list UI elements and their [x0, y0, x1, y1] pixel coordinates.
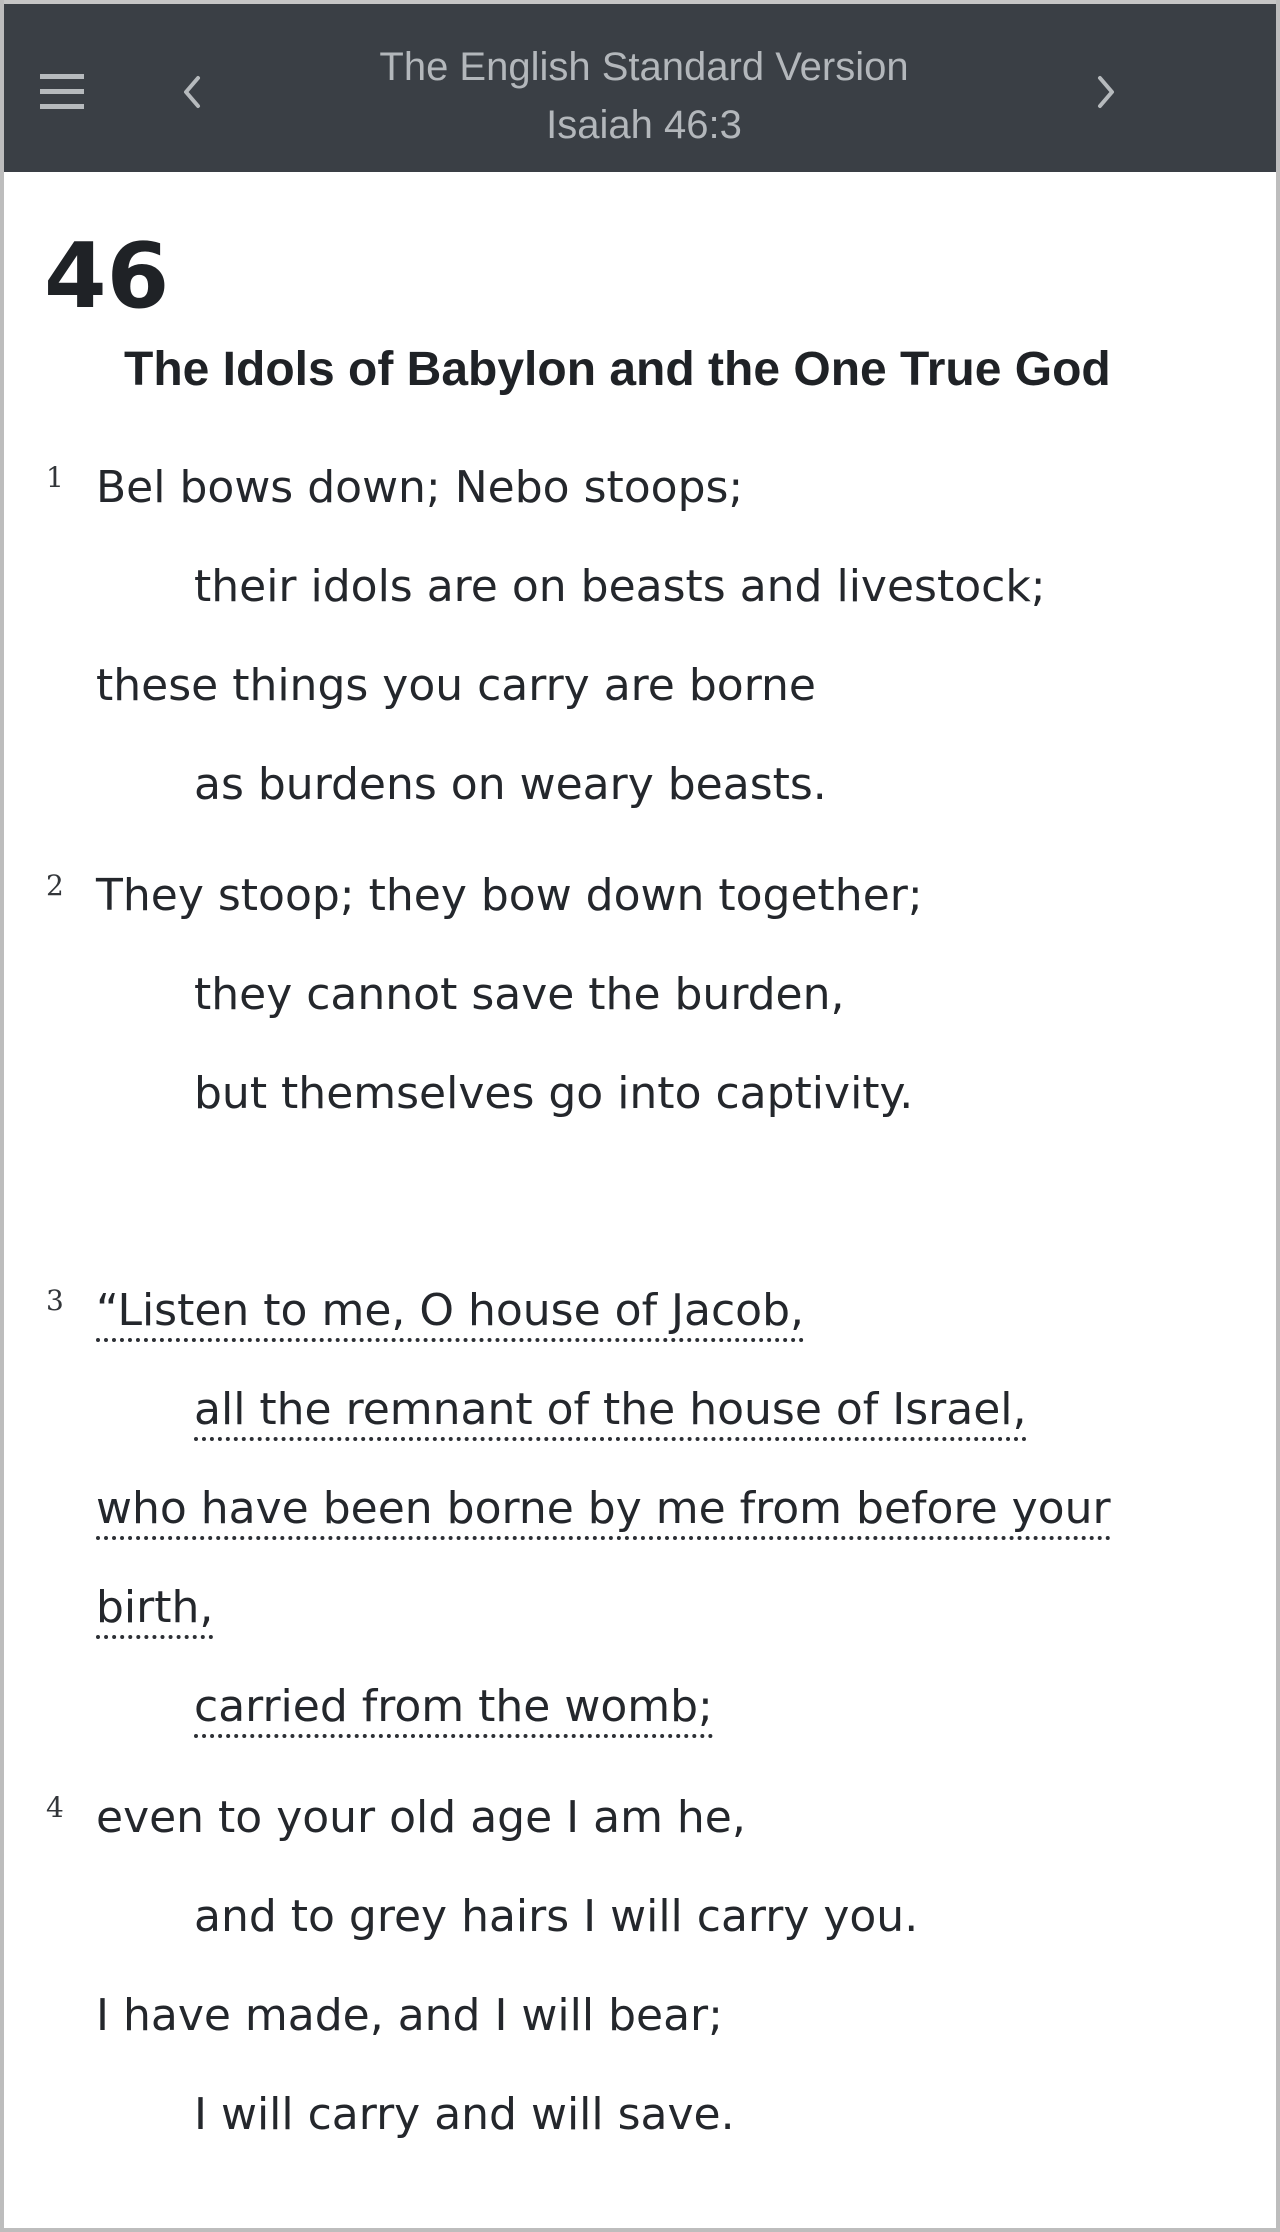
highlighted-verse-text[interactable]: “Listen to me, O house of Jacob, [96, 1285, 804, 1342]
chevron-left-icon [180, 72, 204, 112]
highlighted-verse-text[interactable]: who have been borne by me from before your [96, 1483, 1111, 1540]
verse-4-line[interactable]: I have made, and I will bear; [96, 1990, 723, 2041]
verse-3-line[interactable] [96, 1479, 1111, 1539]
highlighted-verse-text[interactable]: all the remnant of the house of Israel, [194, 1384, 1027, 1441]
top-navigation-bar [0, 0, 1280, 172]
previous-chapter-button[interactable] [144, 44, 240, 140]
verse-2-line[interactable]: They stoop; they bow down together; [96, 870, 923, 921]
next-chapter-button[interactable] [1058, 44, 1154, 140]
verse-1-line[interactable]: as burdens on weary beasts. [194, 759, 827, 810]
verse-1-line[interactable]: their idols are on beasts and livestock; [194, 561, 1046, 612]
hamburger-menu-icon [38, 70, 86, 114]
chapter-number: 46 [44, 224, 170, 329]
passage-reference: Isaiah 46:3 [546, 103, 742, 147]
verse-number-2[interactable]: 2 [46, 869, 64, 902]
verse-4-line[interactable]: and to grey hairs I will carry you. [194, 1891, 919, 1942]
verse-2-line[interactable]: but themselves go into captivity. [194, 1068, 914, 1119]
verse-1-line[interactable]: Bel bows down; Nebo stoops; [96, 462, 744, 513]
highlighted-verse-text[interactable]: carried from the womb; [194, 1681, 713, 1738]
verse-3-line[interactable] [96, 1578, 213, 1638]
verse-4-line[interactable]: even to your old age I am he, [96, 1792, 746, 1843]
verse-number-3[interactable]: 3 [46, 1284, 64, 1317]
chevron-right-icon [1094, 72, 1118, 112]
verse-2-line[interactable]: they cannot save the burden, [194, 969, 845, 1020]
verse-3-line[interactable] [194, 1380, 1027, 1440]
version-title: The English Standard Version [379, 45, 909, 89]
highlighted-verse-text[interactable]: birth, [96, 1582, 213, 1639]
verse-3-line[interactable] [194, 1677, 713, 1737]
verse-1-line[interactable]: these things you carry are borne [96, 660, 816, 711]
verse-number-4[interactable]: 4 [46, 1791, 64, 1824]
verse-number-1[interactable]: 1 [46, 461, 64, 494]
header-title[interactable] [244, 38, 1044, 154]
verse-4-line[interactable]: I will carry and will save. [194, 2089, 735, 2140]
section-heading: The Idols of Babylon and the One True God [124, 343, 1111, 396]
menu-button[interactable] [14, 44, 110, 140]
verse-3-line[interactable] [96, 1281, 804, 1341]
